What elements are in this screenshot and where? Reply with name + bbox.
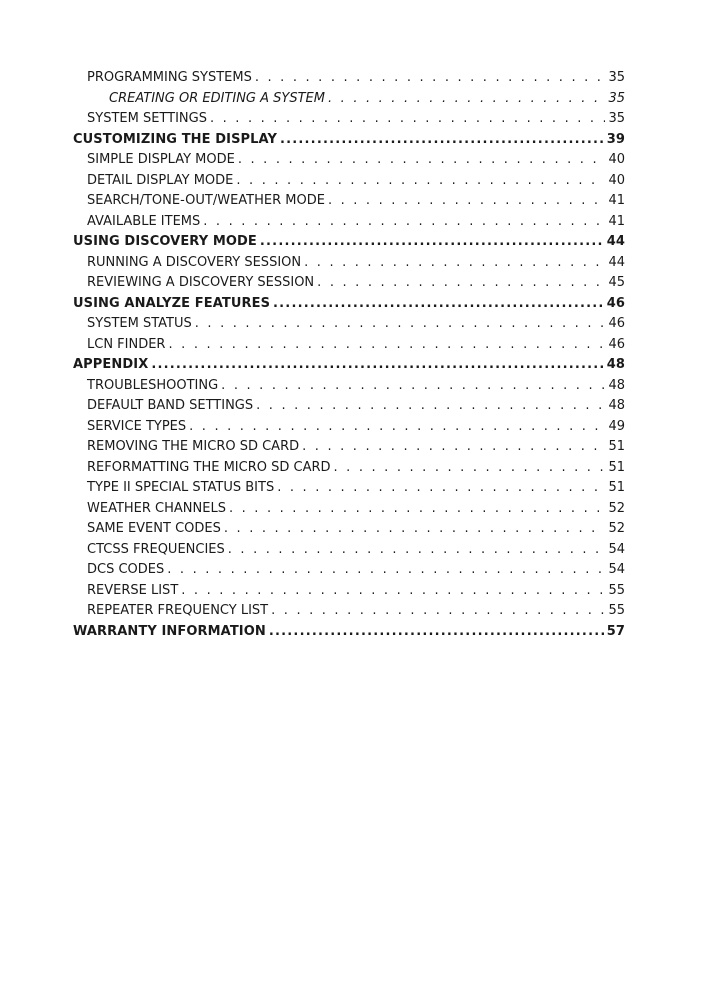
toc-subsection-entry	[73, 273, 625, 294]
toc-subsection-entry	[73, 519, 625, 540]
toc-entry-title: WARRANTY INFORMATION	[73, 623, 266, 639]
toc-section-entry	[73, 294, 625, 315]
toc-subsection-entry	[73, 417, 625, 438]
dot-leader	[328, 191, 606, 212]
toc-subsection-entry	[73, 150, 625, 171]
dot-leader	[195, 314, 606, 335]
toc-entry-title: SIMPLE DISPLAY MODE	[87, 152, 235, 167]
toc-entry-page-number: 51	[608, 439, 625, 454]
toc-subsection-entry	[73, 540, 625, 561]
toc-entry-title: USING DISCOVERY MODE	[73, 234, 257, 249]
dot-leader	[221, 376, 605, 397]
dot-leader	[304, 253, 605, 274]
dot-leader	[271, 601, 605, 622]
toc-subsection-entry	[73, 478, 625, 499]
toc-subsection-entry	[73, 458, 625, 479]
toc-entry-page-number: 46	[606, 295, 625, 311]
dot-leader	[167, 560, 605, 581]
toc-section-entry	[73, 355, 625, 376]
dot-leader	[256, 396, 605, 417]
toc-entry-page-number: 52	[608, 521, 625, 536]
dot-leader	[189, 417, 605, 438]
toc-subsection-entry	[73, 376, 625, 397]
toc-entry-title: DCS CODES	[87, 562, 165, 577]
toc-entry-title: REPEATER FREQUENCY LIST	[87, 603, 269, 618]
dot-leader	[181, 581, 605, 602]
dot-leader	[269, 622, 604, 643]
dot-leader	[151, 355, 603, 376]
toc-entry-page-number: 41	[608, 193, 625, 208]
toc-subsection-entry	[73, 601, 625, 622]
toc-entry-page-number: 51	[608, 480, 625, 495]
toc-entry-page-number: 45	[608, 275, 625, 290]
dot-leader	[210, 109, 606, 130]
dot-leader	[334, 458, 606, 479]
toc-entry-page-number: 57	[606, 623, 625, 639]
dot-leader	[255, 68, 606, 89]
toc-entry-title: CUSTOMIZING THE DISPLAY	[73, 131, 277, 147]
toc-entry-page-number: 44	[608, 254, 625, 270]
dot-leader	[168, 335, 605, 356]
dot-leader	[228, 540, 606, 561]
toc-entry-page-number: 40	[608, 152, 625, 167]
dot-leader	[328, 89, 605, 110]
dot-leader	[203, 212, 605, 233]
toc-entry-page-number: 51	[608, 459, 625, 475]
dot-leader	[236, 171, 605, 192]
toc-entry-page-number: 48	[608, 398, 625, 413]
toc-entry-title: CTCSS FREQUENCIES	[87, 541, 225, 557]
toc-entry-title: REVERSE LIST	[87, 582, 179, 598]
toc-entry-page-number: 35	[608, 111, 625, 126]
toc-subsection-entry	[73, 191, 625, 212]
toc-entry-title: SYSTEM STATUS	[87, 316, 192, 331]
toc-subsection-entry	[73, 109, 625, 130]
toc-subsection-entry	[73, 212, 625, 233]
toc-entry-title: APPENDIX	[73, 357, 149, 372]
toc-subsection-entry	[73, 396, 625, 417]
toc-subsection-entry	[73, 437, 625, 458]
toc-section-entry	[73, 232, 625, 253]
dot-leader	[238, 150, 606, 171]
toc-entry-title: TYPE II SPECIAL STATUS BITS	[87, 480, 275, 495]
toc-section-entry	[73, 130, 625, 151]
toc-entry-title: LCN FINDER	[87, 336, 166, 352]
toc-subsection-entry	[73, 335, 625, 356]
toc-entry-title: CREATING OR EDITING A SYSTEM	[109, 90, 325, 106]
toc-subsection-entry	[73, 171, 625, 192]
toc-subsection-entry	[73, 253, 625, 274]
toc-entry-title: SAME EVENT CODES	[87, 521, 221, 536]
toc-entry-title: TROUBLESHOOTING	[87, 377, 219, 393]
toc-entry-title: REVIEWING A DISCOVERY SESSION	[87, 275, 315, 290]
dot-leader	[273, 294, 604, 315]
dot-leader	[229, 499, 606, 520]
dot-leader	[277, 478, 605, 499]
toc-entry-page-number: 46	[608, 336, 625, 352]
toc-subsection-entry	[73, 581, 625, 602]
toc-subsection-entry	[73, 68, 625, 89]
toc-entry-page-number: 54	[608, 562, 625, 577]
toc-entry-title: SERVICE TYPES	[87, 418, 187, 434]
toc-entry-title: REFORMATTING THE MICRO SD CARD	[87, 459, 331, 475]
toc-entry-title: DETAIL DISPLAY MODE	[87, 172, 234, 188]
toc-entry-title: REMOVING THE MICRO SD CARD	[87, 439, 300, 454]
dot-leader	[224, 519, 606, 540]
toc-entry-title: USING ANALYZE FEATURES	[73, 295, 271, 311]
toc-subsection-entry	[73, 499, 625, 520]
dot-leader	[260, 232, 604, 253]
dot-leader	[280, 130, 604, 151]
toc-entry-page-number: 44	[606, 234, 625, 249]
toc-entry-page-number: 46	[608, 316, 625, 331]
toc-subsection-entry	[73, 89, 625, 110]
toc-entry-page-number: 52	[608, 500, 625, 516]
toc-entry-page-number: 48	[606, 357, 625, 372]
table-of-contents	[73, 68, 625, 642]
toc-entry-page-number: 55	[608, 603, 625, 618]
toc-subsection-entry	[73, 560, 625, 581]
toc-entry-page-number: 55	[608, 582, 625, 598]
toc-entry-title: RUNNING A DISCOVERY SESSION	[87, 254, 302, 270]
toc-entry-page-number: 49	[608, 418, 625, 434]
toc-subsection-entry	[73, 314, 625, 335]
toc-entry-title: AVAILABLE ITEMS	[87, 213, 201, 229]
toc-entry-page-number: 54	[608, 541, 625, 557]
toc-entry-page-number: 35	[608, 90, 625, 106]
toc-entry-page-number: 41	[608, 213, 625, 229]
toc-entry-page-number: 40	[608, 172, 625, 188]
toc-entry-title: WEATHER CHANNELS	[87, 500, 226, 516]
toc-entry-title: SYSTEM SETTINGS	[87, 111, 207, 126]
toc-entry-title: PROGRAMMING SYSTEMS	[87, 70, 252, 85]
toc-entry-page-number: 48	[608, 377, 625, 393]
toc-entry-page-number: 39	[606, 131, 625, 147]
toc-section-entry	[73, 622, 625, 643]
dot-leader	[302, 437, 605, 458]
dot-leader	[317, 273, 605, 294]
toc-entry-page-number: 35	[608, 70, 625, 85]
toc-entry-title: DEFAULT BAND SETTINGS	[87, 398, 254, 413]
toc-entry-title: SEARCH/TONE-OUT/WEATHER MODE	[87, 193, 325, 208]
